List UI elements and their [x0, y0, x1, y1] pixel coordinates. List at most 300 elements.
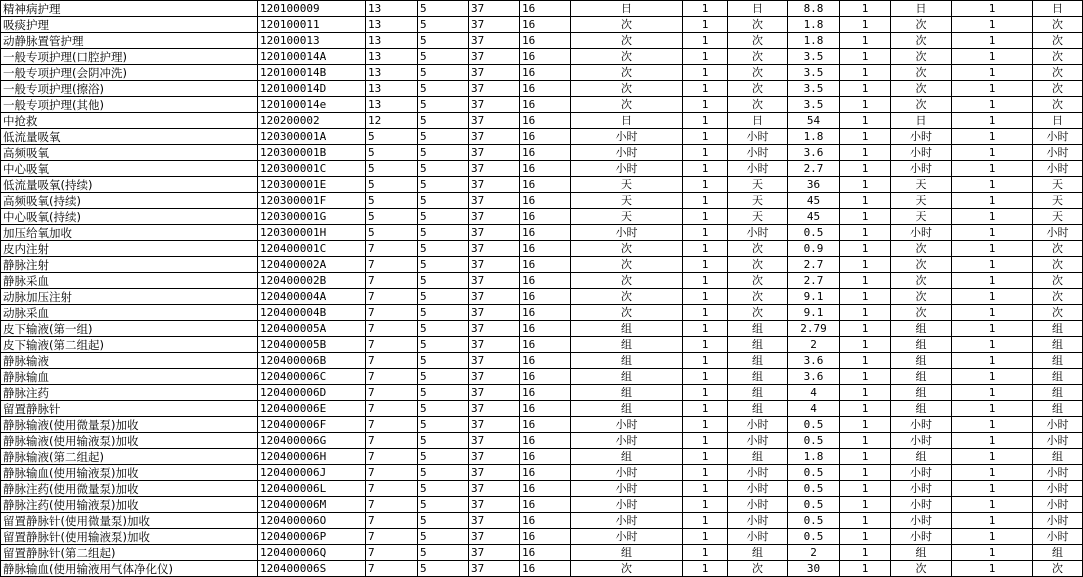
cell-qty-c[interactable]: 1	[952, 49, 1033, 65]
cell-qty-b[interactable]: 1	[840, 49, 891, 65]
cell-col-5[interactable]: 37	[469, 353, 520, 369]
cell-unit-b[interactable]: 组	[728, 321, 788, 337]
cell-unit-c[interactable]: 小时	[891, 529, 952, 545]
cell-unit-d[interactable]: 次	[1033, 257, 1083, 273]
cell-unit-a[interactable]: 次	[571, 561, 683, 577]
cell-col-4[interactable]: 5	[418, 513, 469, 529]
cell-col-4[interactable]: 5	[418, 497, 469, 513]
cell-col-5[interactable]: 37	[469, 513, 520, 529]
cell-qty-c[interactable]: 1	[952, 17, 1033, 33]
cell-qty-c[interactable]: 1	[952, 209, 1033, 225]
cell-qty-c[interactable]: 1	[952, 497, 1033, 513]
cell-unit-c[interactable]: 组	[891, 401, 952, 417]
cell-item-name[interactable]: 加压给氧加收	[1, 225, 258, 241]
cell-qty-a[interactable]: 1	[683, 17, 728, 33]
cell-qty-c[interactable]: 1	[952, 545, 1033, 561]
cell-unit-b[interactable]: 组	[728, 449, 788, 465]
cell-item-code[interactable]: 120300001B	[258, 145, 366, 161]
cell-unit-c[interactable]: 次	[891, 257, 952, 273]
cell-col-6[interactable]: 16	[520, 145, 571, 161]
cell-item-code[interactable]: 120300001E	[258, 177, 366, 193]
cell-unit-d[interactable]: 小时	[1033, 513, 1083, 529]
cell-col-6[interactable]: 16	[520, 273, 571, 289]
cell-col-3[interactable]: 13	[366, 33, 418, 49]
cell-qty-c[interactable]: 1	[952, 33, 1033, 49]
cell-unit-c[interactable]: 次	[891, 241, 952, 257]
cell-price[interactable]: 2.7	[788, 257, 840, 273]
cell-unit-d[interactable]: 组	[1033, 337, 1083, 353]
cell-item-code[interactable]: 120100011	[258, 17, 366, 33]
cell-item-name[interactable]: 皮下输液(第二组起)	[1, 337, 258, 353]
cell-col-4[interactable]: 5	[418, 385, 469, 401]
cell-col-5[interactable]: 37	[469, 81, 520, 97]
cell-qty-c[interactable]: 1	[952, 385, 1033, 401]
cell-col-6[interactable]: 16	[520, 225, 571, 241]
cell-item-name[interactable]: 中抢救	[1, 113, 258, 129]
cell-item-name[interactable]: 静脉输血(使用输液用气体净化仪)	[1, 561, 258, 577]
cell-col-6[interactable]: 16	[520, 513, 571, 529]
cell-item-name[interactable]: 静脉输液(使用输液泵)加收	[1, 433, 258, 449]
cell-price[interactable]: 45	[788, 209, 840, 225]
cell-qty-c[interactable]: 1	[952, 449, 1033, 465]
cell-item-code[interactable]: 120300001F	[258, 193, 366, 209]
cell-unit-b[interactable]: 日	[728, 113, 788, 129]
cell-unit-c[interactable]: 组	[891, 337, 952, 353]
cell-unit-d[interactable]: 小时	[1033, 465, 1083, 481]
cell-unit-a[interactable]: 次	[571, 97, 683, 113]
cell-unit-b[interactable]: 次	[728, 97, 788, 113]
cell-unit-a[interactable]: 小时	[571, 513, 683, 529]
cell-col-6[interactable]: 16	[520, 17, 571, 33]
cell-unit-b[interactable]: 次	[728, 257, 788, 273]
cell-price[interactable]: 9.1	[788, 289, 840, 305]
cell-unit-c[interactable]: 小时	[891, 481, 952, 497]
cell-col-4[interactable]: 5	[418, 305, 469, 321]
cell-price[interactable]: 2.79	[788, 321, 840, 337]
cell-col-6[interactable]: 16	[520, 465, 571, 481]
cell-qty-c[interactable]: 1	[952, 481, 1033, 497]
cell-qty-a[interactable]: 1	[683, 545, 728, 561]
cell-unit-a[interactable]: 组	[571, 401, 683, 417]
cell-qty-a[interactable]: 1	[683, 209, 728, 225]
cell-unit-c[interactable]: 小时	[891, 225, 952, 241]
cell-item-name[interactable]: 高频吸氧(持续)	[1, 193, 258, 209]
cell-col-3[interactable]: 5	[366, 145, 418, 161]
cell-item-code[interactable]: 120300001A	[258, 129, 366, 145]
cell-item-code[interactable]: 120400006L	[258, 481, 366, 497]
cell-unit-a[interactable]: 次	[571, 33, 683, 49]
cell-item-name[interactable]: 皮下输液(第一组)	[1, 321, 258, 337]
cell-price[interactable]: 2.7	[788, 273, 840, 289]
cell-item-name[interactable]: 静脉输液(第二组起)	[1, 449, 258, 465]
cell-qty-b[interactable]: 1	[840, 209, 891, 225]
cell-qty-b[interactable]: 1	[840, 177, 891, 193]
cell-col-4[interactable]: 5	[418, 561, 469, 577]
cell-item-name[interactable]: 低流量吸氧	[1, 129, 258, 145]
cell-unit-d[interactable]: 组	[1033, 385, 1083, 401]
cell-unit-b[interactable]: 组	[728, 337, 788, 353]
cell-qty-a[interactable]: 1	[683, 401, 728, 417]
cell-item-code[interactable]: 120400006H	[258, 449, 366, 465]
cell-unit-b[interactable]: 次	[728, 65, 788, 81]
cell-qty-c[interactable]: 1	[952, 113, 1033, 129]
cell-unit-d[interactable]: 组	[1033, 369, 1083, 385]
cell-qty-c[interactable]: 1	[952, 433, 1033, 449]
cell-col-5[interactable]: 37	[469, 177, 520, 193]
cell-price[interactable]: 3.6	[788, 353, 840, 369]
cell-col-3[interactable]: 5	[366, 209, 418, 225]
cell-unit-b[interactable]: 天	[728, 193, 788, 209]
cell-qty-a[interactable]: 1	[683, 49, 728, 65]
cell-qty-a[interactable]: 1	[683, 273, 728, 289]
cell-qty-a[interactable]: 1	[683, 465, 728, 481]
cell-qty-a[interactable]: 1	[683, 1, 728, 17]
cell-item-code[interactable]: 120400006Q	[258, 545, 366, 561]
cell-item-name[interactable]: 中心吸氧(持续)	[1, 209, 258, 225]
cell-qty-a[interactable]: 1	[683, 321, 728, 337]
cell-price[interactable]: 4	[788, 401, 840, 417]
cell-item-name[interactable]: 静脉输液(使用微量泵)加收	[1, 417, 258, 433]
cell-qty-a[interactable]: 1	[683, 113, 728, 129]
cell-qty-b[interactable]: 1	[840, 513, 891, 529]
cell-item-code[interactable]: 120300001C	[258, 161, 366, 177]
cell-unit-b[interactable]: 日	[728, 1, 788, 17]
cell-col-5[interactable]: 37	[469, 257, 520, 273]
cell-unit-a[interactable]: 次	[571, 273, 683, 289]
cell-unit-a[interactable]: 小时	[571, 145, 683, 161]
cell-unit-d[interactable]: 次	[1033, 97, 1083, 113]
cell-qty-b[interactable]: 1	[840, 161, 891, 177]
cell-col-6[interactable]: 16	[520, 129, 571, 145]
cell-col-4[interactable]: 5	[418, 97, 469, 113]
cell-unit-a[interactable]: 组	[571, 337, 683, 353]
cell-unit-a[interactable]: 日	[571, 113, 683, 129]
cell-item-name[interactable]: 动脉加压注射	[1, 289, 258, 305]
cell-unit-d[interactable]: 小时	[1033, 129, 1083, 145]
cell-col-3[interactable]: 13	[366, 65, 418, 81]
cell-qty-b[interactable]: 1	[840, 385, 891, 401]
cell-unit-c[interactable]: 小时	[891, 497, 952, 513]
cell-unit-a[interactable]: 组	[571, 545, 683, 561]
cell-unit-a[interactable]: 次	[571, 241, 683, 257]
cell-unit-b[interactable]: 小时	[728, 417, 788, 433]
cell-unit-d[interactable]: 次	[1033, 65, 1083, 81]
cell-col-5[interactable]: 37	[469, 433, 520, 449]
cell-price[interactable]: 0.5	[788, 417, 840, 433]
cell-col-6[interactable]: 16	[520, 417, 571, 433]
cell-qty-a[interactable]: 1	[683, 129, 728, 145]
cell-qty-c[interactable]: 1	[952, 65, 1033, 81]
cell-qty-b[interactable]: 1	[840, 305, 891, 321]
cell-item-code[interactable]: 120400002A	[258, 257, 366, 273]
cell-col-6[interactable]: 16	[520, 161, 571, 177]
cell-unit-c[interactable]: 日	[891, 113, 952, 129]
cell-qty-b[interactable]: 1	[840, 81, 891, 97]
cell-item-name[interactable]: 低流量吸氧(持续)	[1, 177, 258, 193]
cell-col-4[interactable]: 5	[418, 113, 469, 129]
cell-qty-b[interactable]: 1	[840, 529, 891, 545]
cell-unit-d[interactable]: 小时	[1033, 529, 1083, 545]
cell-unit-a[interactable]: 天	[571, 193, 683, 209]
cell-col-3[interactable]: 7	[366, 497, 418, 513]
cell-col-5[interactable]: 37	[469, 529, 520, 545]
cell-item-code[interactable]: 120400001C	[258, 241, 366, 257]
cell-col-4[interactable]: 5	[418, 209, 469, 225]
cell-col-6[interactable]: 16	[520, 65, 571, 81]
cell-item-name[interactable]: 吸痰护理	[1, 17, 258, 33]
cell-unit-b[interactable]: 组	[728, 353, 788, 369]
cell-col-3[interactable]: 7	[366, 481, 418, 497]
cell-unit-b[interactable]: 小时	[728, 433, 788, 449]
cell-item-name[interactable]: 静脉输血(使用输液泵)加收	[1, 465, 258, 481]
cell-unit-b[interactable]: 次	[728, 33, 788, 49]
cell-item-name[interactable]: 静脉注射	[1, 257, 258, 273]
cell-col-4[interactable]: 5	[418, 353, 469, 369]
cell-item-name[interactable]: 静脉注药	[1, 385, 258, 401]
cell-price[interactable]: 0.5	[788, 225, 840, 241]
cell-unit-c[interactable]: 组	[891, 353, 952, 369]
cell-qty-a[interactable]: 1	[683, 241, 728, 257]
cell-qty-a[interactable]: 1	[683, 337, 728, 353]
cell-price[interactable]: 36	[788, 177, 840, 193]
cell-qty-c[interactable]: 1	[952, 1, 1033, 17]
cell-price[interactable]: 9.1	[788, 305, 840, 321]
cell-col-3[interactable]: 7	[366, 273, 418, 289]
cell-unit-a[interactable]: 组	[571, 385, 683, 401]
cell-qty-c[interactable]: 1	[952, 465, 1033, 481]
cell-col-4[interactable]: 5	[418, 257, 469, 273]
cell-unit-b[interactable]: 组	[728, 401, 788, 417]
cell-unit-a[interactable]: 次	[571, 257, 683, 273]
cell-qty-a[interactable]: 1	[683, 81, 728, 97]
cell-col-3[interactable]: 12	[366, 113, 418, 129]
cell-price[interactable]: 45	[788, 193, 840, 209]
cell-unit-a[interactable]: 小时	[571, 465, 683, 481]
cell-col-5[interactable]: 37	[469, 33, 520, 49]
cell-qty-b[interactable]: 1	[840, 17, 891, 33]
cell-item-code[interactable]: 120100014B	[258, 65, 366, 81]
cell-qty-a[interactable]: 1	[683, 353, 728, 369]
cell-qty-c[interactable]: 1	[952, 529, 1033, 545]
cell-qty-a[interactable]: 1	[683, 513, 728, 529]
cell-unit-a[interactable]: 天	[571, 209, 683, 225]
cell-qty-a[interactable]: 1	[683, 561, 728, 577]
cell-col-3[interactable]: 7	[366, 465, 418, 481]
cell-col-4[interactable]: 5	[418, 449, 469, 465]
cell-col-6[interactable]: 16	[520, 385, 571, 401]
cell-item-name[interactable]: 静脉输液	[1, 353, 258, 369]
cell-unit-b[interactable]: 次	[728, 241, 788, 257]
cell-qty-a[interactable]: 1	[683, 177, 728, 193]
cell-col-6[interactable]: 16	[520, 209, 571, 225]
cell-qty-c[interactable]: 1	[952, 177, 1033, 193]
cell-item-name[interactable]: 皮内注射	[1, 241, 258, 257]
cell-price[interactable]: 2	[788, 337, 840, 353]
cell-unit-c[interactable]: 次	[891, 273, 952, 289]
cell-unit-d[interactable]: 小时	[1033, 145, 1083, 161]
cell-item-name[interactable]: 动脉采血	[1, 305, 258, 321]
cell-col-3[interactable]: 5	[366, 225, 418, 241]
cell-unit-d[interactable]: 小时	[1033, 433, 1083, 449]
cell-unit-d[interactable]: 次	[1033, 241, 1083, 257]
cell-unit-b[interactable]: 天	[728, 209, 788, 225]
cell-qty-a[interactable]: 1	[683, 257, 728, 273]
cell-unit-a[interactable]: 小时	[571, 161, 683, 177]
cell-unit-c[interactable]: 次	[891, 33, 952, 49]
cell-unit-c[interactable]: 天	[891, 177, 952, 193]
cell-unit-d[interactable]: 次	[1033, 273, 1083, 289]
cell-item-code[interactable]: 120400006O	[258, 513, 366, 529]
cell-col-6[interactable]: 16	[520, 81, 571, 97]
cell-col-3[interactable]: 5	[366, 177, 418, 193]
cell-col-6[interactable]: 16	[520, 257, 571, 273]
cell-item-name[interactable]: 留置静脉针(使用微量泵)加收	[1, 513, 258, 529]
cell-qty-c[interactable]: 1	[952, 561, 1033, 577]
cell-qty-c[interactable]: 1	[952, 321, 1033, 337]
cell-unit-b[interactable]: 小时	[728, 513, 788, 529]
cell-col-4[interactable]: 5	[418, 273, 469, 289]
cell-item-name[interactable]: 静脉采血	[1, 273, 258, 289]
cell-item-code[interactable]: 120400002B	[258, 273, 366, 289]
cell-col-4[interactable]: 5	[418, 193, 469, 209]
cell-item-name[interactable]: 一般专项护理(口腔护理)	[1, 49, 258, 65]
cell-col-4[interactable]: 5	[418, 225, 469, 241]
cell-qty-b[interactable]: 1	[840, 465, 891, 481]
cell-col-6[interactable]: 16	[520, 545, 571, 561]
cell-qty-a[interactable]: 1	[683, 289, 728, 305]
cell-col-4[interactable]: 5	[418, 337, 469, 353]
cell-unit-c[interactable]: 天	[891, 209, 952, 225]
cell-qty-a[interactable]: 1	[683, 193, 728, 209]
cell-unit-b[interactable]: 次	[728, 305, 788, 321]
cell-col-3[interactable]: 7	[366, 513, 418, 529]
cell-col-6[interactable]: 16	[520, 401, 571, 417]
cell-unit-b[interactable]: 小时	[728, 161, 788, 177]
cell-item-code[interactable]: 120200002	[258, 113, 366, 129]
cell-item-code[interactable]: 120400006P	[258, 529, 366, 545]
cell-col-4[interactable]: 5	[418, 369, 469, 385]
cell-unit-a[interactable]: 次	[571, 65, 683, 81]
cell-col-5[interactable]: 37	[469, 465, 520, 481]
cell-unit-b[interactable]: 小时	[728, 529, 788, 545]
cell-unit-b[interactable]: 小时	[728, 129, 788, 145]
cell-qty-a[interactable]: 1	[683, 433, 728, 449]
cell-col-5[interactable]: 37	[469, 481, 520, 497]
cell-qty-b[interactable]: 1	[840, 369, 891, 385]
cell-col-6[interactable]: 16	[520, 497, 571, 513]
cell-col-3[interactable]: 7	[366, 417, 418, 433]
cell-price[interactable]: 2	[788, 545, 840, 561]
cell-item-code[interactable]: 120400006G	[258, 433, 366, 449]
cell-unit-d[interactable]: 次	[1033, 305, 1083, 321]
cell-qty-a[interactable]: 1	[683, 33, 728, 49]
cell-col-4[interactable]: 5	[418, 545, 469, 561]
cell-unit-d[interactable]: 组	[1033, 401, 1083, 417]
cell-unit-c[interactable]: 次	[891, 17, 952, 33]
cell-col-6[interactable]: 16	[520, 193, 571, 209]
cell-item-code[interactable]: 120400006J	[258, 465, 366, 481]
cell-col-3[interactable]: 7	[366, 449, 418, 465]
cell-unit-d[interactable]: 小时	[1033, 225, 1083, 241]
cell-item-name[interactable]: 一般专项护理(其他)	[1, 97, 258, 113]
cell-col-4[interactable]: 5	[418, 481, 469, 497]
cell-unit-b[interactable]: 小时	[728, 481, 788, 497]
cell-col-4[interactable]: 5	[418, 289, 469, 305]
cell-unit-d[interactable]: 次	[1033, 561, 1083, 577]
cell-col-5[interactable]: 37	[469, 289, 520, 305]
cell-qty-b[interactable]: 1	[840, 193, 891, 209]
cell-unit-b[interactable]: 组	[728, 369, 788, 385]
cell-col-3[interactable]: 7	[366, 433, 418, 449]
cell-unit-b[interactable]: 次	[728, 273, 788, 289]
cell-col-3[interactable]: 7	[366, 369, 418, 385]
cell-unit-a[interactable]: 次	[571, 49, 683, 65]
cell-col-5[interactable]: 37	[469, 305, 520, 321]
cell-col-3[interactable]: 7	[366, 305, 418, 321]
cell-unit-c[interactable]: 次	[891, 65, 952, 81]
cell-price[interactable]: 8.8	[788, 1, 840, 17]
cell-unit-a[interactable]: 次	[571, 81, 683, 97]
cell-item-name[interactable]: 留置静脉针(使用输液泵)加收	[1, 529, 258, 545]
cell-unit-c[interactable]: 次	[891, 49, 952, 65]
cell-col-5[interactable]: 37	[469, 497, 520, 513]
cell-item-code[interactable]: 120400004B	[258, 305, 366, 321]
cell-col-5[interactable]: 37	[469, 417, 520, 433]
cell-col-6[interactable]: 16	[520, 529, 571, 545]
cell-col-6[interactable]: 16	[520, 177, 571, 193]
cell-price[interactable]: 0.5	[788, 529, 840, 545]
cell-unit-c[interactable]: 组	[891, 321, 952, 337]
cell-price[interactable]: 1.8	[788, 17, 840, 33]
cell-price[interactable]: 3.5	[788, 97, 840, 113]
cell-unit-b[interactable]: 次	[728, 49, 788, 65]
cell-item-name[interactable]: 静脉注药(使用输液泵)加收	[1, 497, 258, 513]
cell-qty-c[interactable]: 1	[952, 81, 1033, 97]
cell-qty-a[interactable]: 1	[683, 497, 728, 513]
cell-col-3[interactable]: 13	[366, 49, 418, 65]
cell-unit-d[interactable]: 天	[1033, 209, 1083, 225]
cell-col-3[interactable]: 5	[366, 193, 418, 209]
cell-qty-c[interactable]: 1	[952, 353, 1033, 369]
cell-qty-c[interactable]: 1	[952, 129, 1033, 145]
cell-unit-d[interactable]: 次	[1033, 49, 1083, 65]
cell-unit-c[interactable]: 次	[891, 81, 952, 97]
cell-item-name[interactable]: 留置静脉针	[1, 401, 258, 417]
cell-item-name[interactable]: 一般专项护理(会阴冲洗)	[1, 65, 258, 81]
cell-unit-d[interactable]: 组	[1033, 353, 1083, 369]
cell-unit-b[interactable]: 小时	[728, 465, 788, 481]
cell-price[interactable]: 3.5	[788, 49, 840, 65]
cell-item-code[interactable]: 120400006M	[258, 497, 366, 513]
cell-item-code[interactable]: 120400006D	[258, 385, 366, 401]
cell-item-code[interactable]: 120400006E	[258, 401, 366, 417]
cell-col-3[interactable]: 7	[366, 353, 418, 369]
cell-item-code[interactable]: 120100009	[258, 1, 366, 17]
cell-col-6[interactable]: 16	[520, 33, 571, 49]
cell-qty-b[interactable]: 1	[840, 129, 891, 145]
cell-item-code[interactable]: 120400006B	[258, 353, 366, 369]
cell-unit-b[interactable]: 组	[728, 385, 788, 401]
cell-col-5[interactable]: 37	[469, 129, 520, 145]
cell-col-5[interactable]: 37	[469, 241, 520, 257]
cell-qty-c[interactable]: 1	[952, 401, 1033, 417]
cell-unit-d[interactable]: 日	[1033, 113, 1083, 129]
cell-item-code[interactable]: 120400006F	[258, 417, 366, 433]
cell-col-4[interactable]: 5	[418, 145, 469, 161]
cell-unit-c[interactable]: 组	[891, 369, 952, 385]
cell-item-code[interactable]: 120100014e	[258, 97, 366, 113]
cell-unit-b[interactable]: 天	[728, 177, 788, 193]
